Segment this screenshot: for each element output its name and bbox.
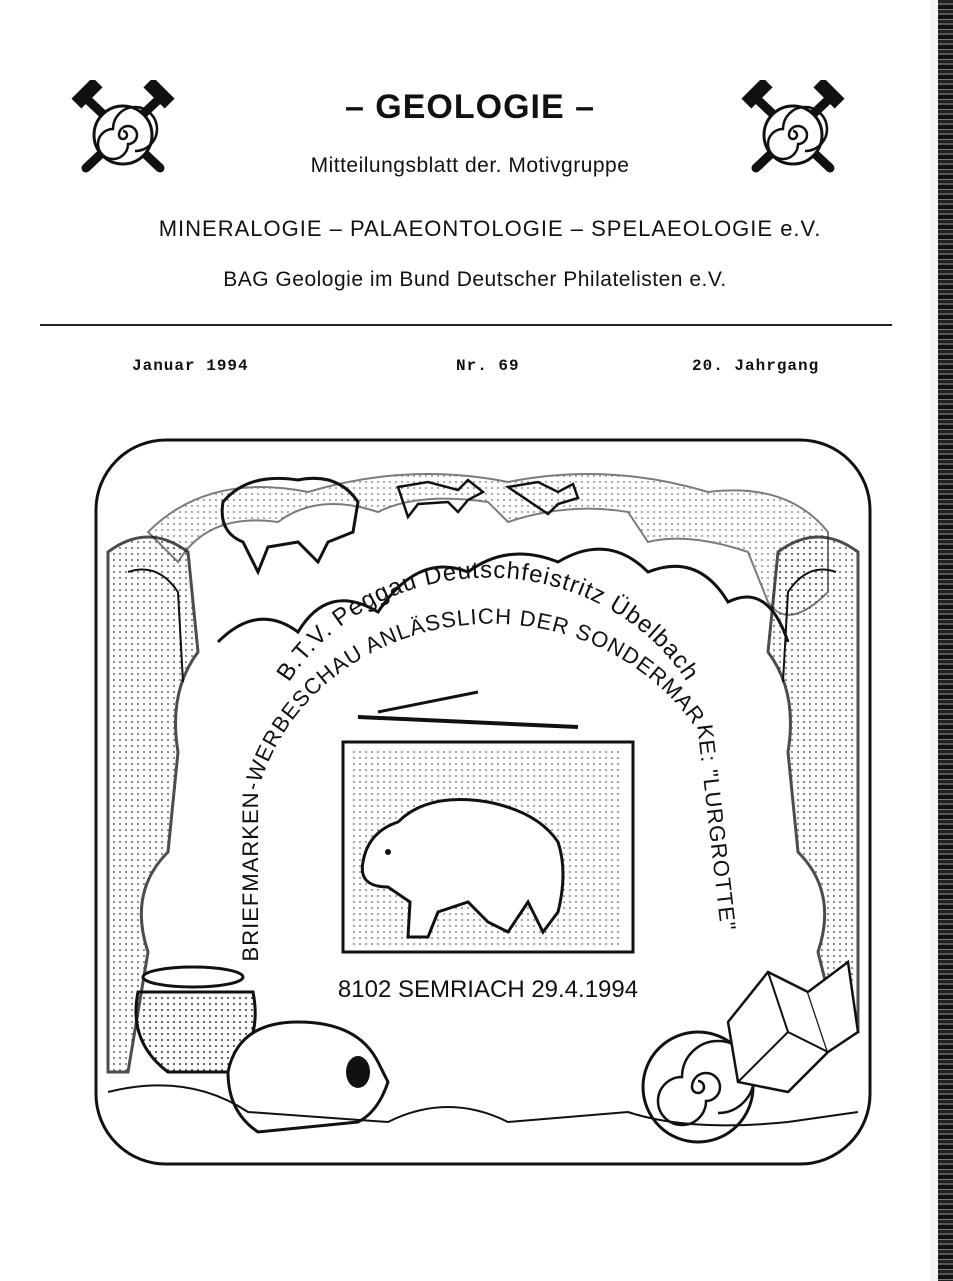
hammer-pick-ammonite-icon: [68, 80, 178, 180]
organization-line: BAG Geologie im Bund Deutscher Philatelisten e.V.: [223, 268, 727, 291]
journal-title: – GEOLOGIE –: [344, 88, 596, 126]
issue-volume: 20. Jahrgang: [692, 357, 820, 375]
scanned-page-edge: [930, 0, 953, 1281]
association-groups: MINERALOGIE – PALAEONTOLOGIE – SPELAEOLOGIE e.V.: [158, 216, 822, 241]
journal-subtitle: Mitteilungsblatt der. Motivgruppe: [310, 154, 630, 177]
stamp-inner-arc: B.T.V. Peggau Deutschfeistritz Übelbach: [271, 556, 705, 686]
hammer-pick-ammonite-icon: [738, 80, 848, 180]
postmark-illustration: [88, 432, 878, 1172]
stamp-outer-arc: BRIEFMARKEN-WERBESCHAU ANLÄSSLICH DER SONDERMARKE: "LURGROTTE": [238, 603, 741, 962]
issue-date: Januar 1994: [132, 357, 249, 375]
stamp-postmark: 8102 SEMRIACH 29.4.1994: [337, 976, 639, 1003]
header-divider: [40, 324, 892, 326]
issue-number: Nr. 69: [456, 357, 520, 375]
